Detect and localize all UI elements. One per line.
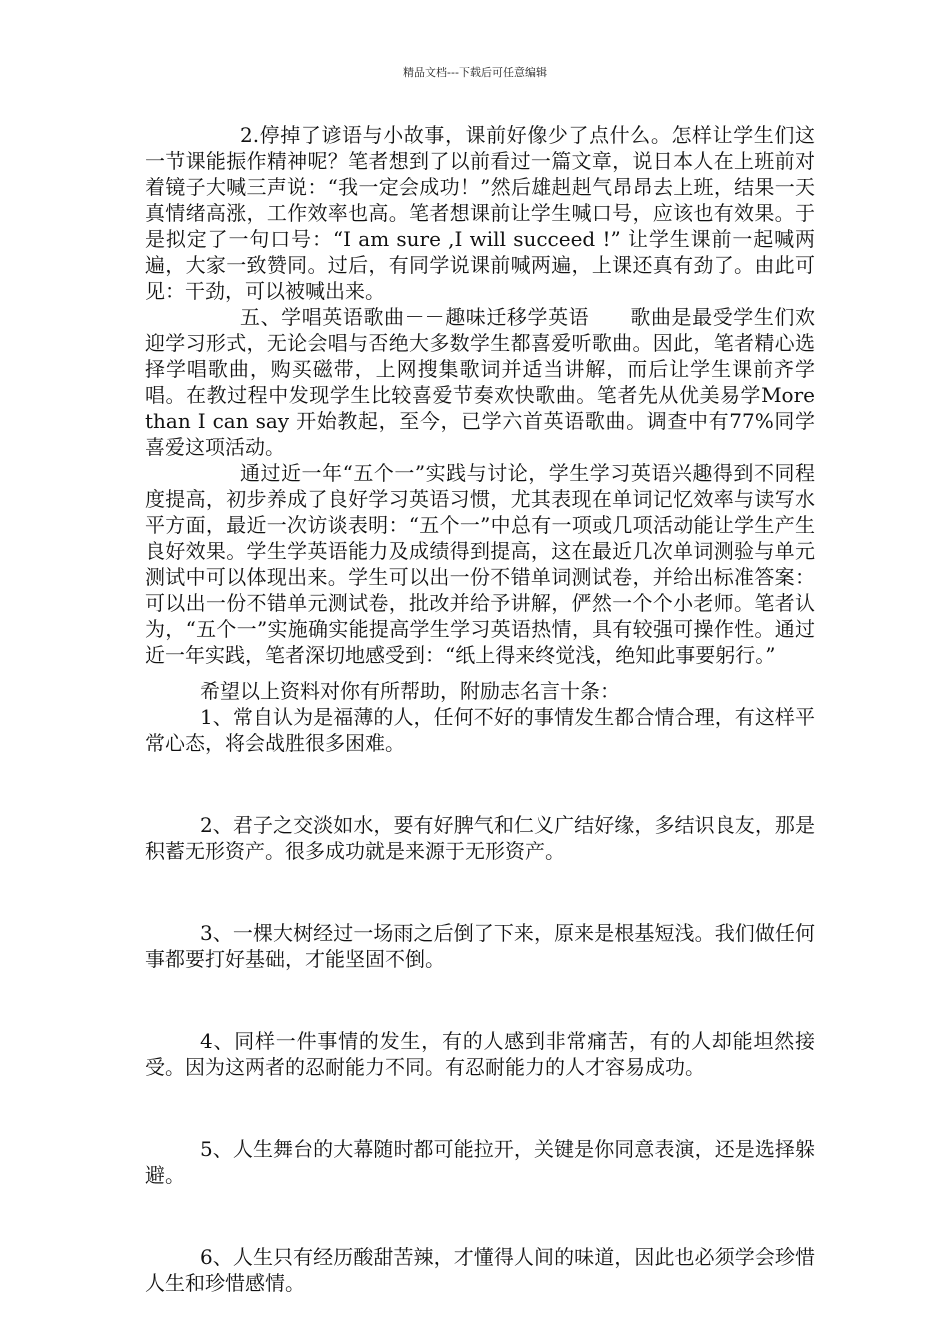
document-body: [145, 122, 815, 1296]
quote-1: 1、常自认为是福薄的人，任何不好的事情发生都合情合理，有这样平常心态，将会战胜很多困难。: [145, 705, 815, 755]
quote-4: 4、同样一件事情的发生，有的人感到非常痛苦，有的人却能坦然接受。因为这两者的忍耐能力不同。有忍耐能力的人才容易成功。: [145, 1029, 815, 1079]
paragraph-slogan: 2.停掉了谚语与小故事，课前好像少了点什么。怎样让学生们这一节课能振作精神呢？笔者想到了以前看过一篇文章，说日本人在上班前对着镜子大喊三声说：“我一定会成功！”然后雄赳赳气昂昂去上班，结果一天真情绪高涨，工作效率也高。笔者想课前让学生喊口号，应该也有效果。于是拟定了一句口号：“I am sure ,I will succeed !” 让学生课前一起喊两遍，大家一致赞同。过后，有同学说课前喊两遍，上课还真有劲了。由此可见：干劲，可以被喊出来。: [145, 123, 815, 303]
paragraph-conclusion: 通过近一年“五个一”实践与讨论，学生学习英语兴趣得到不同程度提高，初步养成了良好学习英语习惯，尤其表现在单词记忆效率与读写水平方面，最近一次访谈表明：“五个一”中总有一项或几项活动能让学生产生良好效果。学生学英语能力及成绩得到提高，这在最近几次单词测验与单元测试中可以体现出来。学生可以出一份不错单词测试卷，并给出标准答案：可以出一份不错单元测试卷，批改并给予讲解，俨然一个个小老师。笔者认为，“五个一”实施确实能提高学生学习英语热情，具有较强可操作性。通过近一年实践，笔者深切地感受到：“纸上得来终觉浅，绝知此事要躬行。”: [145, 461, 815, 667]
page-header: 精品文档---下载后可任意编辑: [403, 66, 547, 79]
quote-3: 3、一棵大树经过一场雨之后倒了下来，原来是根基短浅。我们做任何事都要打好基础，才能坚固不倒。: [145, 921, 815, 971]
quotes-intro: 希望以上资料对你有所帮助，附励志名言十条：: [200, 679, 620, 703]
paragraph-english-songs: 五、学唱英语歌曲－－趣味迁移学英语 歌曲是最受学生们欢迎学习形式，无论会唱与否绝大多数学生都喜爱听歌曲。因此，笔者精心选择学唱歌曲，购买磁带，上网搜集歌词并适当讲解，而后让学生课前齐学唱。在教过程中发现学生比较喜爱节奏欢快歌曲。笔者先从优美易学More than I can say 开始教起，至今，已学六首英语歌曲。调查中有77%同学喜爱这项活动。: [145, 305, 815, 459]
quote-2: 2、君子之交淡如水，要有好脾气和仁义广结好缘，多结识良友，那是积蓄无形资产。很多成功就是来源于无形资产。: [145, 813, 815, 863]
quote-5: 5、人生舞台的大幕随时都可能拉开，关键是你同意表演，还是选择躲避。: [145, 1137, 815, 1187]
quote-6: 6、人生只有经历酸甜苦辣，才懂得人间的味道，因此也必须学会珍惜人生和珍惜感情。: [145, 1245, 815, 1295]
